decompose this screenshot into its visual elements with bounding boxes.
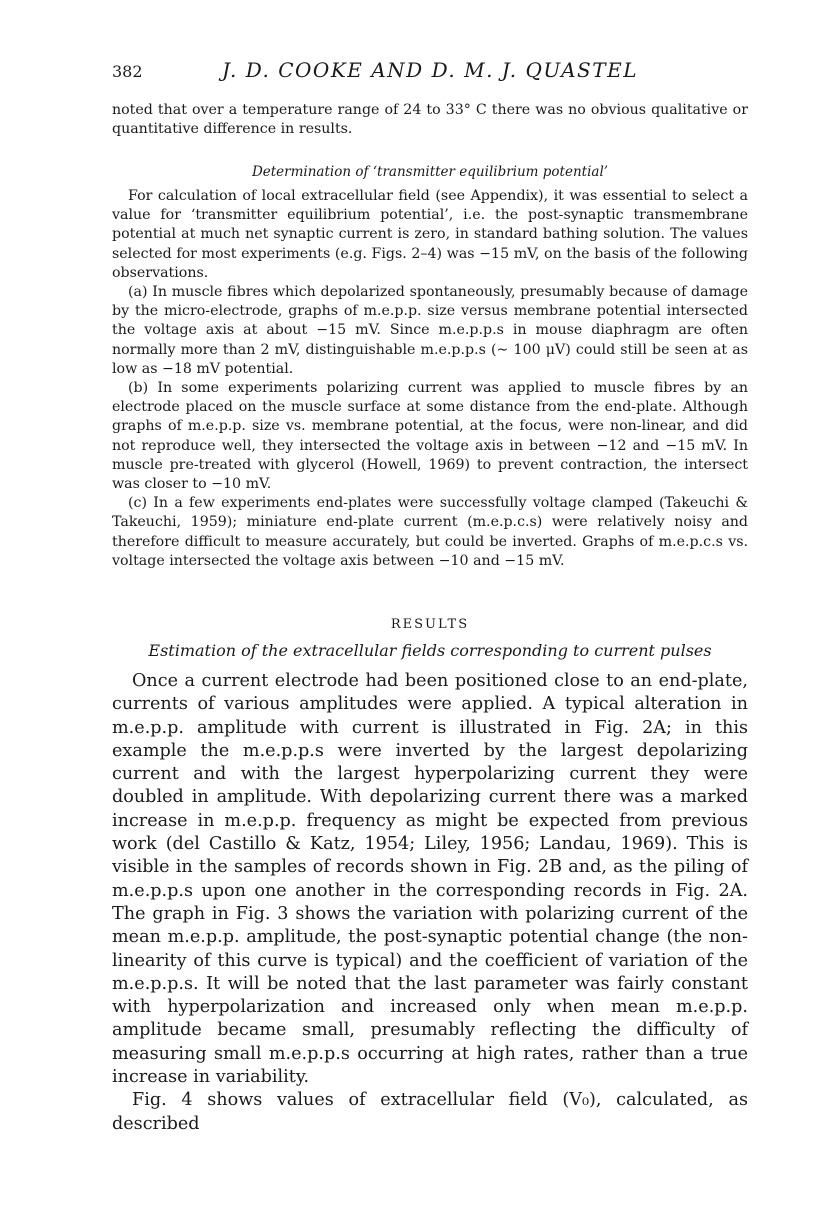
observation-a: (a) In muscle fibres which depolarized spontaneously, presumably because of damage by the micro-electrode, graphs of m.e.p.p. size versus membrane potential intersected the voltage axis at about −15 mV. Since m.e.p.p.s in mouse diaphragm are often normally more than 2 mV, distinguishable m.e.p.p.s (∼ 100 μV) could still be seen at as low as −18 mV potential. bbox=[112, 284, 748, 377]
observation-c: (c) In a few experiments end-plates were successfully voltage clamped (Takeuchi & Takeuchi, 1959); miniature end-plate current (m.e.p.c.s) were relatively noisy and therefore difficult to measure accurately, but could be inverted. Graphs of m.e.p.c.s vs. voltage intersected the voltage axis between −10 and −15 mV. bbox=[112, 495, 748, 569]
transmitter-paragraph-intro: For calculation of local extracellular field (see Appendix), it was essential to select a value for ‘transmitter equilibrium potential’, i.e. the post-synaptic transmembrane potential at much net synaptic current is zero, in standard bathing solution. The values selected for most experiments (e.g. Figs. 2–4) was −15 mV, on the basis of the following observations. bbox=[112, 188, 748, 281]
intro-paragraph-block bbox=[112, 101, 748, 139]
section-heading-transmitter: Determination of ‘transmitter equilibrium potential’ bbox=[251, 164, 609, 180]
observation-b: (b) In some experiments polarizing current was applied to muscle fibres by an electrode placed on the muscle surface at some distance from the end-plate. Although graphs of m.e.p.p. size vs. membrane potential, at the focus, were non-linear, and did not reproduce well, they intersected the voltage axis in between −12 and −15 mV. In muscle pre-treated with glycerol (Howell, 1969) to prevent contraction, the intersect was closer to −10 mV. bbox=[112, 380, 748, 493]
page-header bbox=[112, 58, 748, 88]
intro-paragraph: noted that over a temperature range of 24 to 33° C there was no obvious qualitative or quantitative difference in results. bbox=[112, 102, 748, 138]
results-subheading: Estimation of the extracellular fields corresponding to current pulses bbox=[148, 641, 712, 660]
results-paragraph-1: Once a current electrode had been positioned close to an end-plate, currents of various amplitudes were applied. A typical alteration in m.e.p.p. amplitude with current is illustrated in Fig. 2A; in this example the m.e.p.p.s were inverted by the largest depolarizing current and with the largest hyperpolarizing current they were doubled in amplitude. With depolarizing current there was a marked increase in m.e.p.p. frequency as might be expected from previous work (del Castillo & Katz, 1954; Liley, 1956; Landau, 1969). This is visible in the samples of records shown in Fig. 2B and, as the piling of m.e.p.p.s upon one another in the corresponding records in Fig. 2A. The graph in Fig. 3 shows the variation with polarizing current of the mean m.e.p.p. amplitude, the post-synaptic potential change (the non-linearity of this curve is typical) and the coefficient of variation of the m.e.p.p.s. It will be noted that the last parameter was fairly constant with hyperpolarization and increased only when mean m.e.p.p. amplitude became small, presumably reflecting the difficulty of measuring small m.e.p.p.s occurring at high rates, rather than a true increase in variability. bbox=[112, 671, 748, 1088]
results-paragraph-2: Fig. 4 shows values of extracellular field (V₀), calculated, as described bbox=[112, 1090, 748, 1134]
running-head-authors: J. D. COOKE AND D. M. J. QUASTEL bbox=[222, 58, 638, 82]
results-title: RESULTS bbox=[390, 617, 470, 632]
results-body bbox=[112, 670, 748, 1136]
page-number: 382 bbox=[112, 62, 143, 81]
section-transmitter-body bbox=[112, 187, 748, 571]
